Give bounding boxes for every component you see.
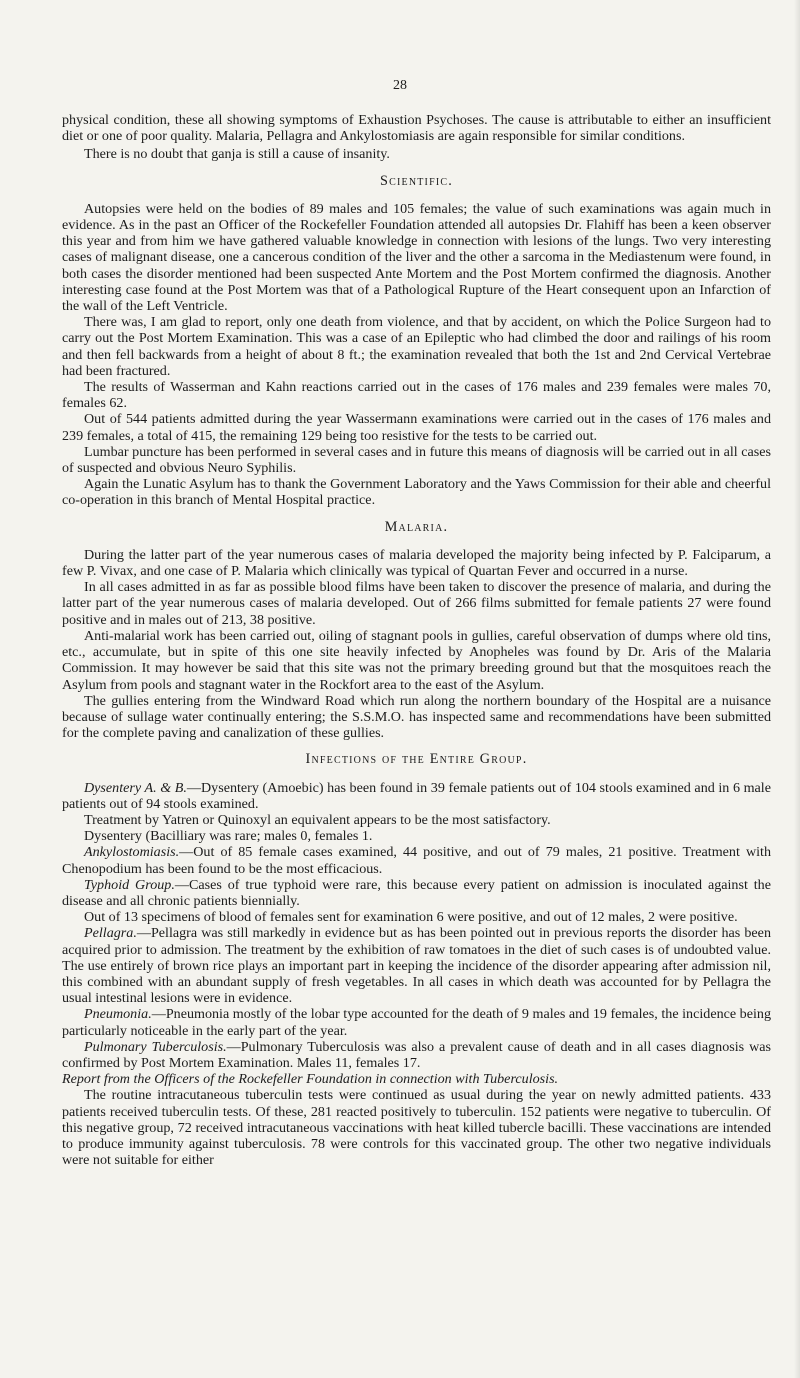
infection-text: Dysentery (Bacilliary was rare; males 0, females 1. [84,828,373,845]
infection-item [62,925,771,1006]
scientific-paragraph-2: There was, I am glad to report, only one death from violence, and that by accident, on which the Police Surgeon had to carry out the Post Mortem Examination. This was a case of an Epileptic who had climbed the door and railings of his room and then fell backwards from a height of about 8 ft.; the examination revealed that both the 1st and 2nd Cervical Vertebrae had been fractured. [62,314,771,379]
section-heading-malaria: Malaria. [384,518,449,535]
infection-lead: Ankylostomiasis. [84,844,180,861]
subsection-heading-rockefeller: Report from the Officers of the Rockefeller Foundation in connection with Tuberculosis. [62,1071,559,1088]
intro-paragraph-2: There is no doubt that ganja is still a cause of insanity. [84,146,390,163]
infection-text: Treatment by Yatren or Quinoxyl an equivalent appears to be the most satisfactory. [84,811,551,828]
section-heading-scientific: Scientific. [380,172,453,189]
page-number: 28 [393,78,407,93]
infection-lead: Typhoid Group. [84,876,175,893]
infection-item [62,909,771,925]
infection-lead: Pneumonia. [84,1006,152,1023]
infection-item [62,844,771,876]
infection-text: —Pneumonia mostly of the lobar type accounted for the death of 9 males and 19 females, the incidence being particularly noticeable in the early part of the year. [62,1006,771,1039]
scientific-paragraph-3: The results of Wasserman and Kahn reactions carried out in the cases of 176 males and 239 females were males 70, females 62. [62,379,771,412]
page-body [62,112,771,1168]
infection-lead: Pellagra. [84,925,137,942]
malaria-paragraph-2: In all cases admitted in as far as possible blood films have been taken to discover the presence of malaria, and during the latter part of the year numerous cases of malaria developed. Out of 266 films submitted for female patients 27 were found positive and in males out of 213, 38 positive. [62,579,771,628]
page-edge-shadow [794,0,800,1378]
infection-lead: Pulmonary Tuberculosis. [84,1038,227,1055]
rockefeller-paragraph-1: The routine intracutaneous tuberculin tests were continued as usual during the year on newly admitted patients. 433 patients received tuberculin tests. Of these, 281 reacted positively to tuberculin. 152 patients were negative to tuberculin. Of this negative group, 72 received intracutaneous vaccinations with heat killed tubercle bacilli. These vaccinations are intended to produce immunity against tuberculosis. 78 were controls for this vaccinated group. The other two negative individuals were not suitable for either [62,1087,771,1169]
infection-item [62,828,771,844]
infection-text: —Out of 85 female cases examined, 44 positive, and out of 79 males, 21 positive. Treatment with Chenopodium has been found to be the most efficacious. [62,844,771,877]
infection-text: —Pulmonary Tuberculosis was also a prevalent cause of death and in all cases diagnosis was confirmed by Post Mortem Examination. Males 11, females 17. [62,1038,771,1071]
scientific-paragraph-5: Lumbar puncture has been performed in several cases and in future this means of diagnosis will be carried out in all cases of suspected and obvious Neuro Syphilis. [62,443,771,477]
scientific-paragraph-4: Out of 544 patients admitted during the year Wassermann examinations were carried out in the cases of 176 males and 239 females, a total of 415, the remaining 129 being too resistive for the tests to be carried out. [62,411,771,444]
infection-text: —Dysentery (Amoebic) has been found in 39 female patients out of 104 stools examined and in 6 male patients out of 94 stools examined. [62,779,771,812]
scientific-paragraph-6: Again the Lunatic Asylum has to thank the Government Laboratory and the Yaws Commission for their able and cheerful co-operation in this branch of Mental Hospital practice. [62,476,771,509]
section-heading-infections: Infections of the Entire Group. [305,751,528,768]
scientific-paragraph-1: Autopsies were held on the bodies of 89 males and 105 females; the value of such examinations was again much in evidence. As in the past an Officer of the Rockefeller Foundation attended all autopsies Dr. Flahiff has been a keen observer this year and from him we have gathered valuable knowledge in connection with lesions of the lungs. Two very interesting cases of malignant disease, one a cancerous condition of the liver and the other a sarcoma in the Mediastenum were found, in both cases the disorder mentioned had been suspected Ante Mortem and the Post Mortem confirmed the diagnosis. Another interesting case found at the Post Mortem was that of a Pathological Rupture of the Heart consequent upon an Infarction of the wall of the Left Ventricle. [62,200,771,315]
malaria-paragraph-1: During the latter part of the year numerous cases of malaria developed the majority being infected by P. Falciparum, a few P. Vivax, and one case of P. Malaria which clinically was typical of Quartan Fever and occurred in a nurse. [62,546,771,580]
infection-item [62,812,771,828]
intro-paragraph-1: physical condition, these all showing symptoms of Exhaustion Psychoses. The cause is attributable to either an insufficient diet or one of poor quality. Malaria, Pellagra and Ankylostomiasis are again responsible for similar conditions. [62,112,771,145]
malaria-paragraph-4: The gullies entering from the Windward Road which run along the northern boundary of the Hospital are a nuisance because of sullage water continually entering; the S.S.M.O. has inspected same and recommendations have been submitted for the complete paving and canalization of these gullies. [62,692,771,742]
infection-item [62,1006,771,1038]
infection-text: Out of 13 specimens of blood of females sent for examination 6 were positive, and out of 12 males, 2 were positive. [84,909,738,926]
infection-item [62,877,771,909]
infection-lead: Dysentery A. & B. [84,779,187,796]
infection-item [62,780,771,812]
infection-text: —Pellagra was still markedly in evidence but as has been pointed out in previous reports the disorder has been acquired prior to admission. The treatment by the exhibition of raw tomatoes in the diet of such cases is of undoubted value. The use entirely of brown rice plays an important part in keeping the incidence of the disorder appearing after admission nil, this combined with an abundant supply of fresh vegetables. In all cases in which death was accounted for by Pellagra the usual intestinal lesions were in evidence. [62,925,771,1007]
infection-item [62,1039,771,1071]
malaria-paragraph-3: Anti-malarial work has been carried out, oiling of stagnant pools in gullies, careful observation of dumps where old tins, etc., accumulate, but in spite of this one site heavily infected by Anopheles was found by Dr. Aris of the Malaria Commission. It may however be said that this site was not the primary breeding ground but that the mosquitoes reach the Asylum from pools and stagnant water in the Rockfort area to the east of the Asylum. [62,627,771,693]
infection-text: —Cases of true typhoid were rare, this because every patient on admission is inoculated against the disease and all chronic patients biennially. [62,876,771,909]
